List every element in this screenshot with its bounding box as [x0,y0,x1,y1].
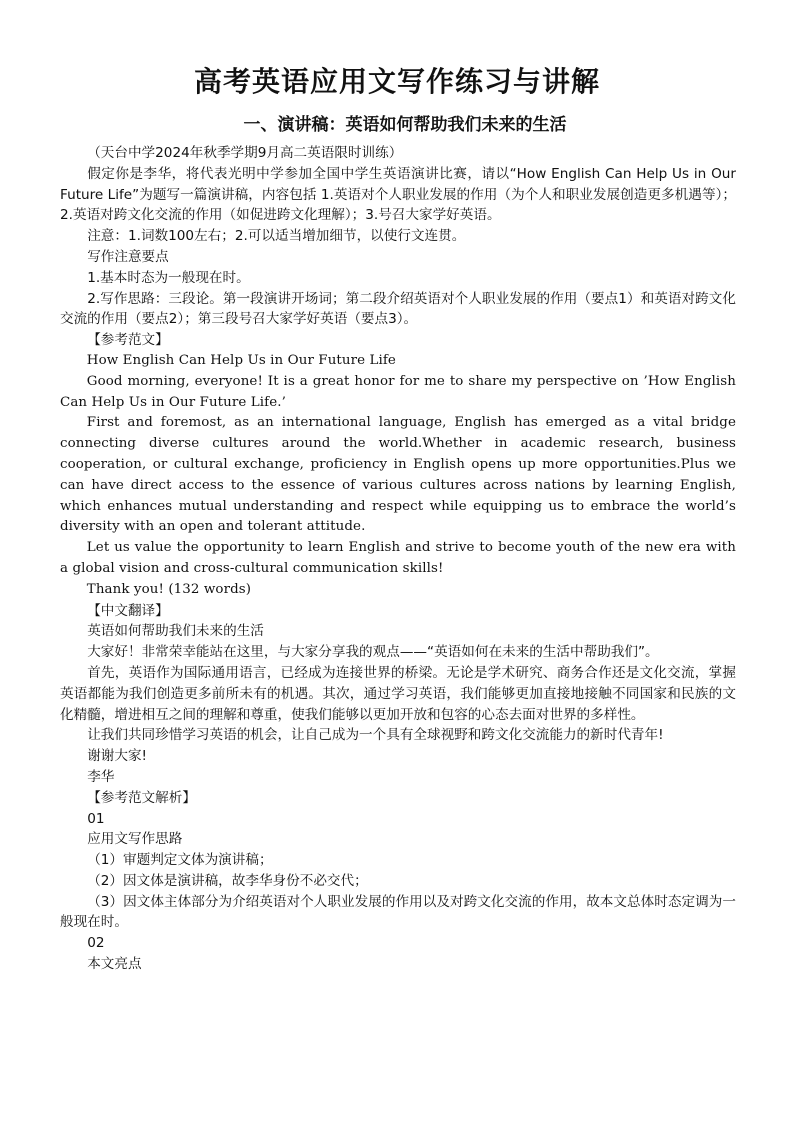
document-title: 高考英语应用文写作练习与讲解 [193,65,600,98]
section-title-2: 本文亮点 [87,956,142,973]
task-prompt: 假定你是李华，将代表光明中学参加全国中学生英语演讲比赛，请以“How English Can Help Us in Our Future Life”为题写一篇演讲稿，内容包括 1.英语对个人职业发展的作用（为个人和职业发展创造更多机遇等）；2.英语对跨文化交流的作用（如促进跨文化理解）；3.号召大家学好英语。 [60,165,736,224]
tip-2: 2.写作思路：三段论。第一段演讲开场词；第二段介绍英语对个人职业发展的作用（要点1）和英语对跨文化交流的作用（要点2）；第三段号召大家学好英语（要点3）。 [60,290,736,328]
analysis-heading: 【参考范文解析】 [87,789,196,806]
analysis-point-1: （1）审题判定文体为演讲稿； [87,852,273,869]
task-note: 注意：1.词数100左右；2.可以适当增加细节，以使行文连贯。 [87,228,466,245]
tip-1: 1.基本时态为一般现在时。 [87,269,250,286]
sample-title: How English Can Help Us in Our Future Life [86,352,396,368]
translation-title: 英语如何帮助我们未来的生活 [87,623,264,640]
translation-thanks: 谢谢大家! [87,748,148,765]
analysis-point-2: （2）因文体是演讲稿，故李华身份不必交代； [87,872,368,889]
sample-paragraph-2: First and foremost, as an international language, English has emerged as a vital bridge connecting diverse cultures around the world.Whether in academic research, business cooperation, or cultural exchange, proficiency in English opens up more opportunities.Plus we can have direct access to the essence of various cultures across nations by learning English, which enhances mutual understanding and respect while equipping us to embrace the world’s diversity with an open and tolerant attitude. [60,415,736,535]
translation-paragraph-2: 首先，英语作为国际通用语言，已经成为连接世界的桥梁。无论是学术研究、商务合作还是文化交流，掌握英语都能为我们创造更多前所未有的机遇。其次，通过学习英语，我们能够更加直接地接触不同国家和民族的文化精髓，增进相互之间的理解和尊重，使我们能够以更加开放和包容的心态去面对世界的多样性。 [60,664,736,723]
translation-paragraph-3: 让我们共同珍惜学习英语的机会，让自己成为一个具有全球视野和跨文化交流能力的新时代青年! [87,727,664,744]
translation-paragraph-1: 大家好！非常荣幸能站在这里，与大家分享我的观点——“英语如何在未来的生活中帮助我们”。 [87,644,659,661]
sample-paragraph-3: Let us value the opportunity to learn English and strive to become youth of the new era with a global vision and cross-cultural communication skills! [60,540,736,576]
document-body [60,143,736,975]
section-subtitle: 一、演讲稿：英语如何帮助我们未来的生活 [243,115,567,135]
translation-heading: 【中文翻译】 [87,602,169,619]
sample-heading: 【参考范文】 [87,332,169,349]
analysis-point-3: （3）因文体主体部分为介绍英语对个人职业发展的作用以及对跨文化交流的作用，故本文总体时态定调为一般现在时。 [60,893,736,931]
section-number-1: 01 [87,810,105,827]
sample-closing: Thank you! (132 words) [86,581,252,597]
section-number-2: 02 [87,935,105,952]
source-note: （天台中学2024年秋季学期9月高二英语限时训练） [87,145,403,161]
tips-heading: 写作注意要点 [87,248,169,265]
sample-paragraph-1: Good morning, everyone! It is a great honor for me to share my perspective on ’How English Can Help Us in Our Future Life.’ [60,373,736,410]
translation-signature: 李华 [87,768,115,785]
section-title-1: 应用文写作思路 [87,831,183,848]
